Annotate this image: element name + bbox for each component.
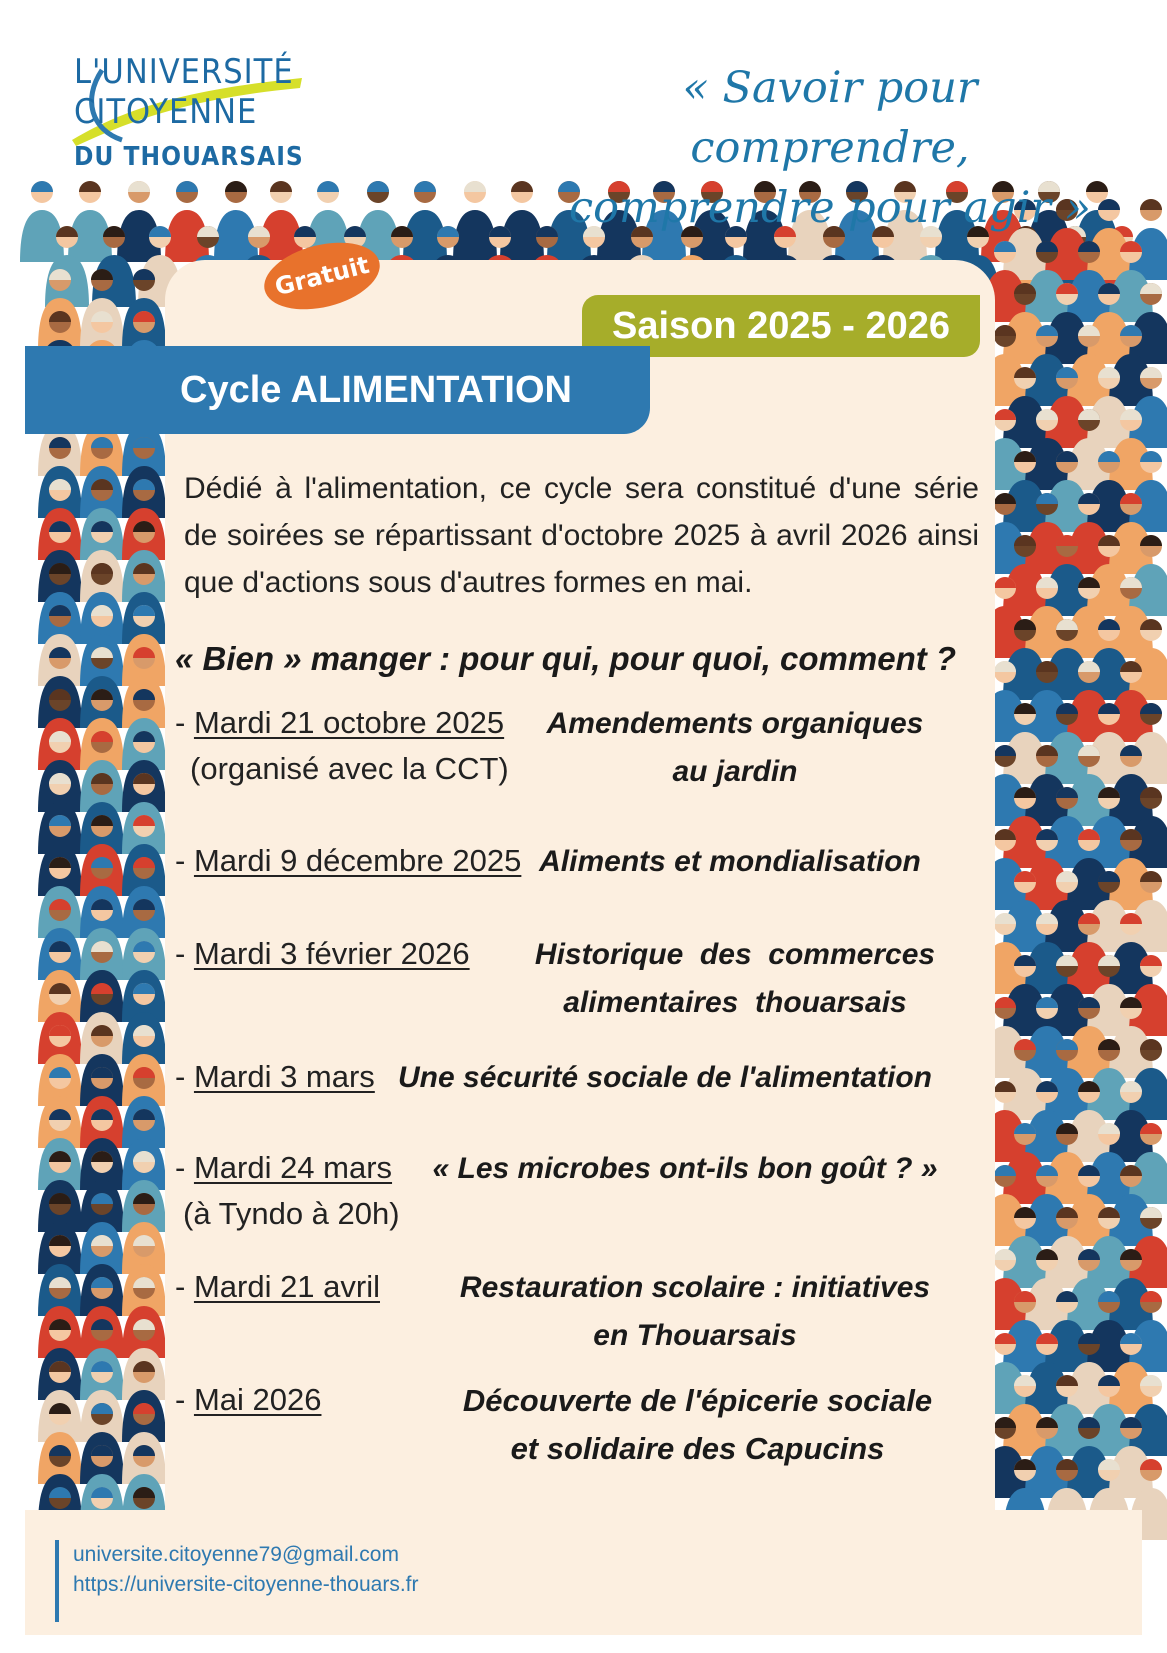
motto [550, 58, 1110, 238]
contact-block [55, 1540, 419, 1622]
intro-paragraph: Dédié à l'alimentation, ce cycle sera constitué d'une série de soirées se répartissant d'octobre 2025 à avril 2026 ainsi que d'actions sous d'autres formes en mai. [184, 472, 979, 599]
event-note: (organisé avec la CCT) [190, 751, 509, 786]
contact-email[interactable]: universite.citoyenne79@gmail.com [73, 1543, 399, 1566]
event-row [175, 1145, 995, 1240]
event-row [175, 1054, 995, 1104]
event-row [175, 838, 995, 888]
event-date: - Mardi 3 mars [175, 1059, 375, 1094]
contact-website[interactable]: https://universite-citoyenne-thouars.fr [73, 1573, 419, 1596]
cycle-banner: Cycle ALIMENTATION [25, 346, 650, 434]
event-title: Historique des commerces alimentaires thouarsais [534, 938, 936, 1019]
event-date: - Mardi 21 octobre 2025 [175, 705, 505, 740]
event-title: Amendements organiques au jardin [546, 707, 924, 788]
logo-line-2: CITOYENNE [74, 92, 258, 132]
gratuit-badge: Gratuit [257, 232, 386, 321]
motto-line-2: comprendre pour agir » [569, 183, 1091, 233]
event-row [175, 1264, 995, 1359]
motto-line-1: « Savoir pour comprendre, [682, 63, 978, 173]
logo-line-1: L'UNIVERSITÉ [74, 52, 294, 92]
event-note: (à Tyndo à 20h) [183, 1196, 400, 1231]
event-title: « Les microbes ont-ils bon goût ? » [432, 1152, 938, 1185]
event-date: - Mardi 24 mars [175, 1150, 393, 1185]
event-title: Découverte de l'épicerie sociale et solidaire des Capucins [462, 1383, 933, 1466]
event-date: - Mardi 3 février 2026 [175, 936, 470, 971]
event-title: Restauration scolaire : initiatives en Thouarsais [459, 1271, 931, 1352]
event-date: - Mardi 9 décembre 2025 [175, 843, 522, 878]
event-title: Une sécurité sociale de l'alimentation [398, 1061, 932, 1094]
season-badge: Saison 2025 - 2026 [582, 295, 980, 357]
event-row [175, 700, 995, 795]
logo [62, 52, 312, 187]
event-title: Aliments et mondialisation [539, 845, 921, 878]
cycle-subtitle: « Bien » manger : pour qui, pour quoi, comment ? [175, 640, 957, 677]
event-row [175, 1377, 995, 1477]
event-date: - Mardi 21 avril [175, 1269, 380, 1304]
event-date: - Mai 2026 [175, 1382, 322, 1417]
event-row [175, 931, 995, 1026]
logo-line-3: DU THOUARSAIS [74, 142, 304, 172]
